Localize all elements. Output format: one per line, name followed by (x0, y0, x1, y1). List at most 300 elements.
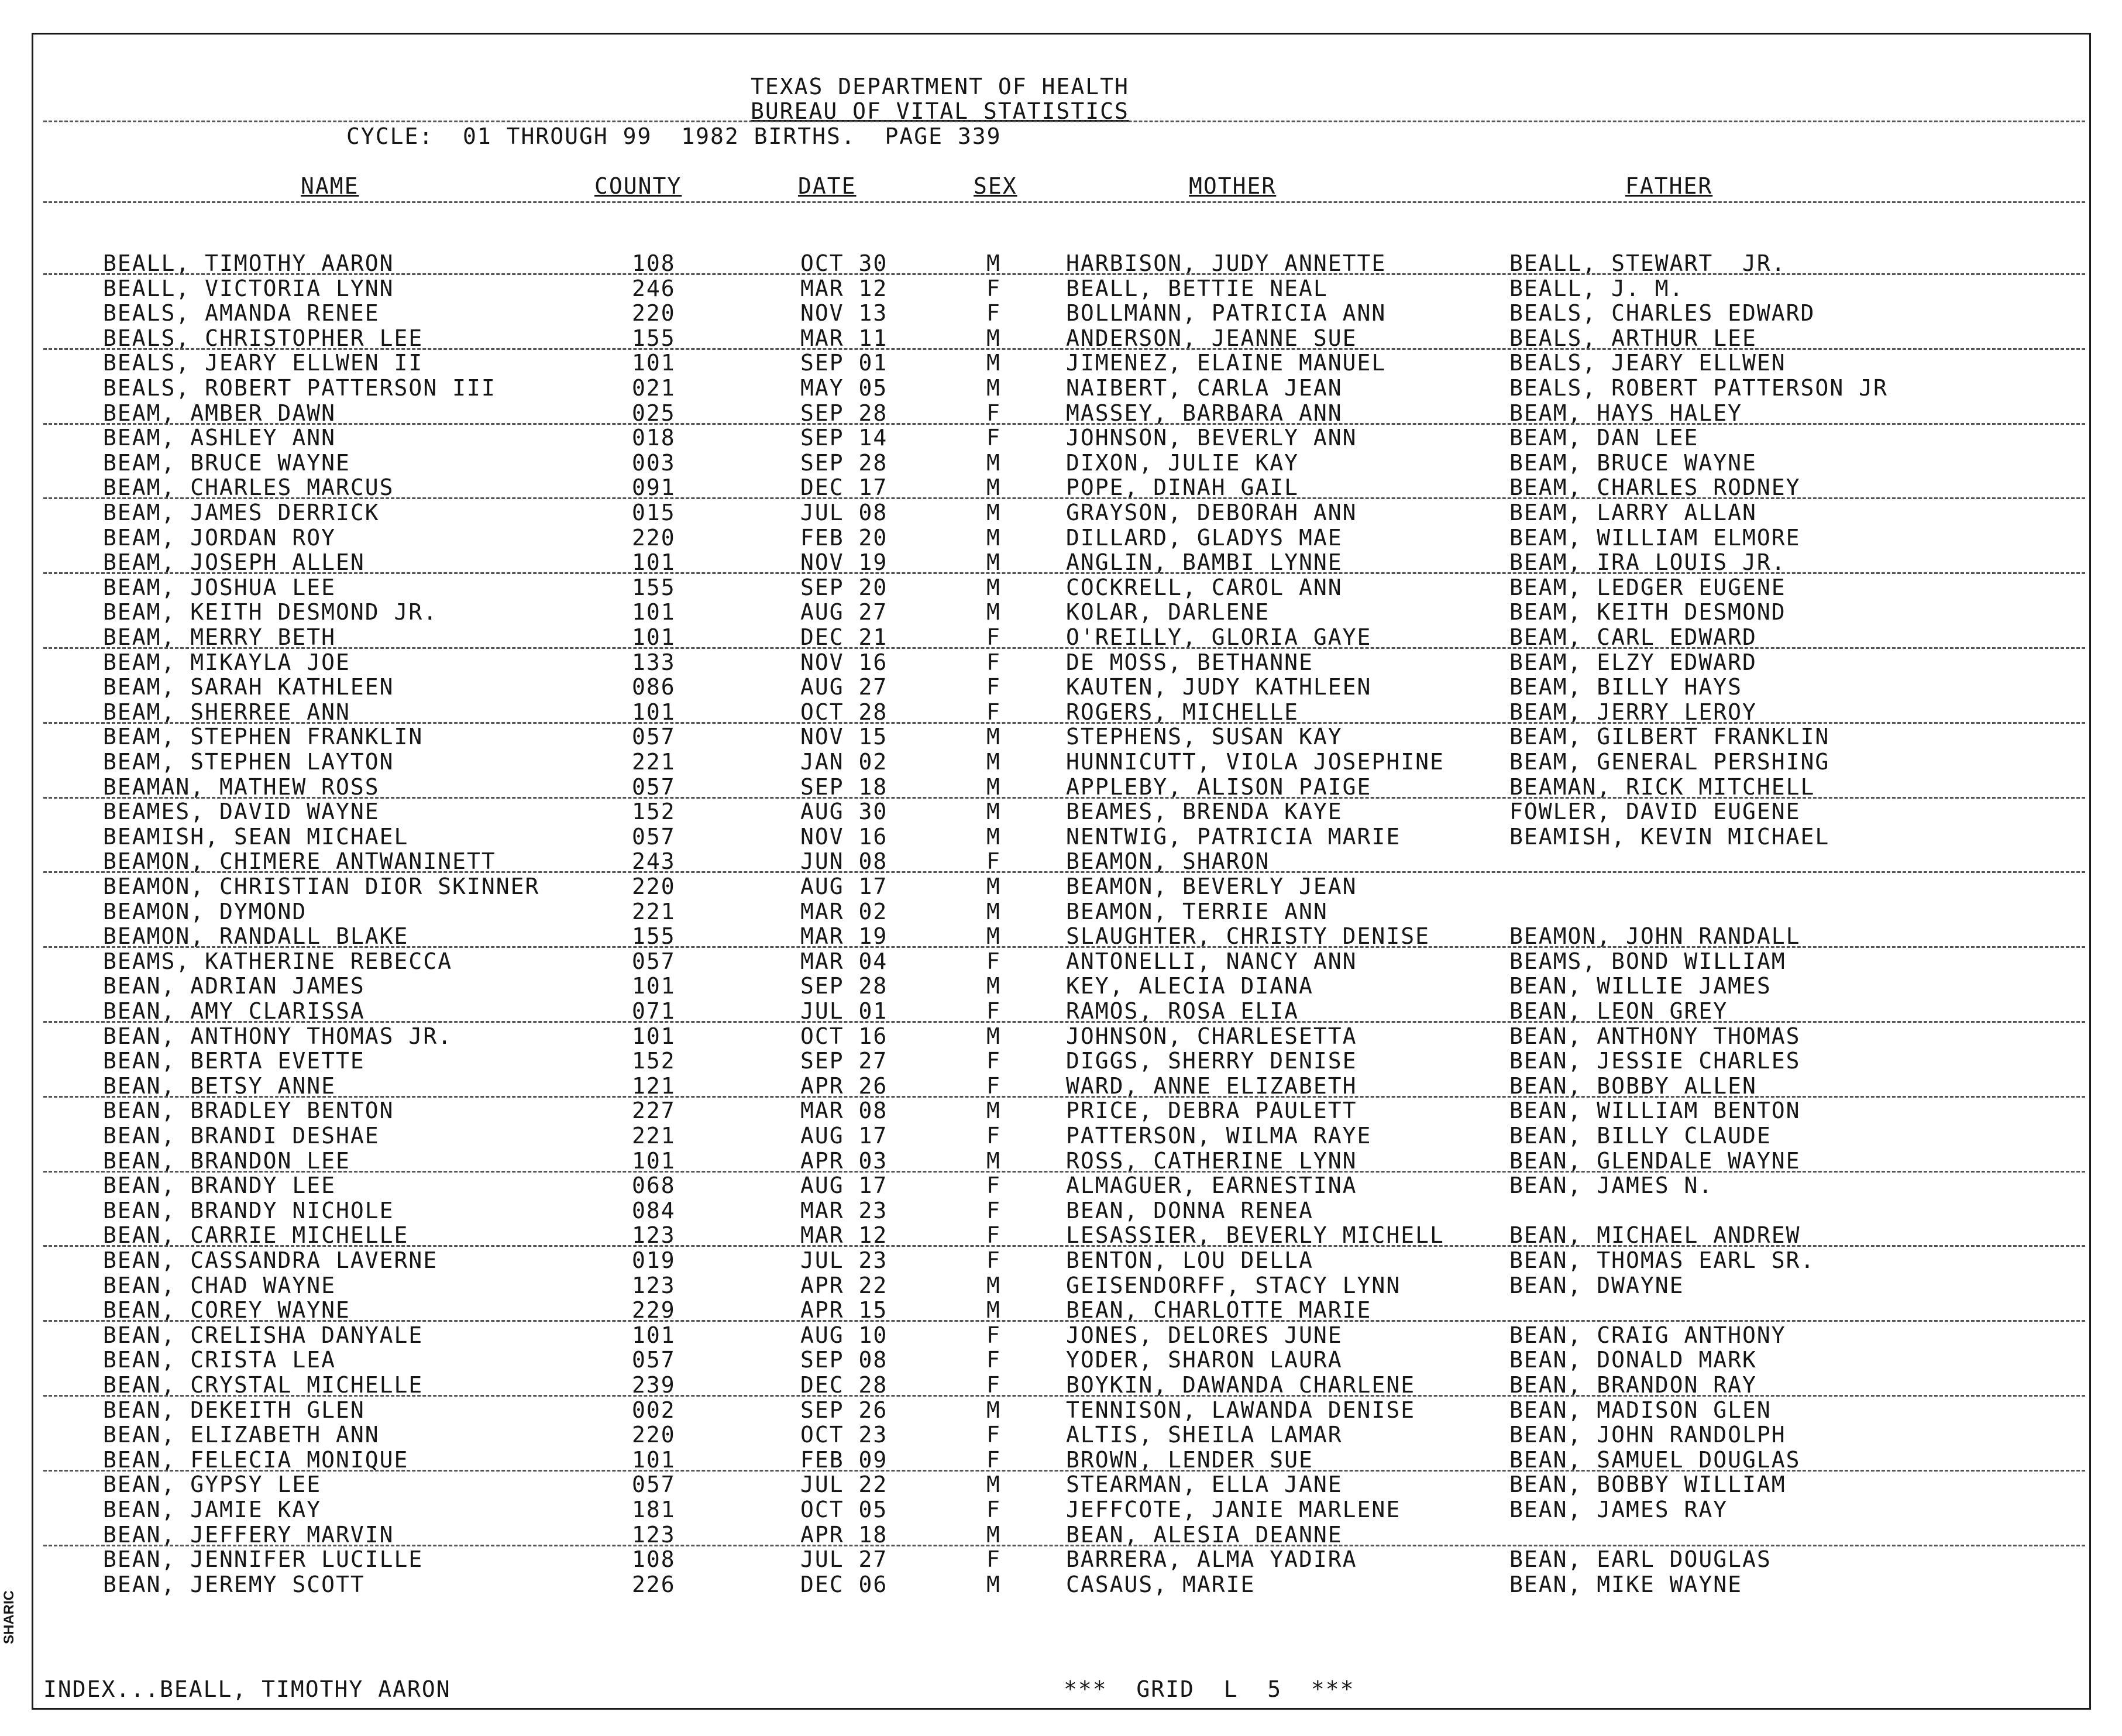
table-row (0, 1223, 2122, 1248)
mother-cell: RAMOS, ROSA ELIA (1066, 998, 1299, 1024)
sex-cell: M (986, 774, 1001, 800)
mother-cell: ROGERS, MICHELLE (1066, 699, 1299, 725)
mother-cell: PATTERSON, WILMA RAYE (1066, 1123, 1372, 1149)
date-cell: AUG 17 (800, 1173, 888, 1199)
mother-cell: YODER, SHARON LAURA (1066, 1347, 1343, 1373)
father-cell: BEALS, ARTHUR LEE (1509, 325, 1757, 351)
date-cell: AUG 17 (800, 1123, 888, 1149)
table-row (0, 1398, 2122, 1423)
sex-cell: F (986, 699, 1001, 725)
date-cell: SEP 27 (800, 1048, 888, 1074)
mother-cell: WARD, ANNE ELIZABETH (1066, 1072, 1357, 1099)
date-cell: AUG 27 (800, 599, 888, 625)
name-cell: BEAM, JOSHUA LEE (103, 574, 336, 600)
table-row (0, 1074, 2122, 1099)
table-row (0, 949, 2122, 974)
mother-cell: CASAUS, MARIE (1066, 1571, 1256, 1597)
mother-cell: O'REILLY, GLORIA GAYE (1066, 624, 1372, 650)
father-cell: BEALS, CHARLES EDWARD (1509, 300, 1815, 326)
date-cell: AUG 10 (800, 1322, 888, 1348)
county-cell: 057 (632, 823, 676, 850)
row-rule (43, 1320, 2085, 1322)
county-cell: 057 (632, 724, 676, 750)
table-row (0, 600, 2122, 625)
name-cell: BEAM, MIKAYLA JOE (103, 649, 350, 675)
county-cell: 123 (632, 1222, 676, 1249)
sex-cell: M (986, 449, 1001, 476)
name-cell: BEAM, SARAH KATHLEEN (103, 674, 394, 700)
father-cell: BEAMAN, RICK MITCHELL (1509, 774, 1815, 800)
row-rule (43, 797, 2085, 799)
date-cell: MAR 04 (800, 948, 888, 974)
table-row (0, 650, 2122, 675)
table-row (0, 974, 2122, 999)
county-cell: 091 (632, 475, 676, 501)
table-row (0, 700, 2122, 725)
date-cell: NOV 13 (800, 300, 888, 326)
date-cell: MAY 05 (800, 375, 888, 401)
side-label: SHARIC (1, 1590, 17, 1644)
date-cell: OCT 05 (800, 1497, 888, 1522)
sex-cell: F (986, 1372, 1001, 1398)
name-cell: BEAN, CRISTA LEA (103, 1347, 336, 1373)
sex-cell: M (986, 749, 1001, 775)
name-cell: BEAMS, KATHERINE REBECCA (103, 948, 453, 974)
col-mother: MOTHER (1189, 173, 1277, 199)
name-cell: BEAN, JEREMY SCOTT (103, 1571, 365, 1597)
date-cell: JUL 01 (800, 998, 888, 1024)
sex-cell: F (986, 1048, 1001, 1074)
sex-cell: F (986, 1422, 1001, 1448)
father-cell: BEAN, WILLIAM BENTON (1509, 1098, 1801, 1124)
father-cell: BEAM, GILBERT FRANKLIN (1509, 724, 1830, 750)
mother-cell: BEAN, DONNA RENEA (1066, 1197, 1313, 1223)
table-row (0, 775, 2122, 800)
table-row (0, 824, 2122, 850)
sex-cell: M (986, 1098, 1001, 1124)
table-row (0, 1198, 2122, 1223)
father-cell: BEAM, GENERAL PERSHING (1509, 749, 1830, 775)
table-row (0, 1149, 2122, 1174)
sex-cell: M (986, 1521, 1001, 1548)
county-cell: 101 (632, 350, 676, 376)
sex-cell: F (986, 674, 1001, 700)
father-cell: BEAM, HAYS HALEY (1509, 400, 1743, 426)
date-cell: MAR 23 (800, 1197, 888, 1223)
sex-cell: F (986, 1347, 1001, 1373)
father-cell: BEAM, LARRY ALLAN (1509, 500, 1757, 525)
county-cell: 221 (632, 749, 676, 775)
table-row (0, 799, 2122, 824)
mother-cell: DIGGS, SHERRY DENISE (1066, 1048, 1357, 1074)
name-cell: BEAMON, CHRISTIAN DIOR SKINNER (103, 874, 540, 899)
date-cell: AUG 17 (800, 874, 888, 899)
mother-cell: GRAYSON, DEBORAH ANN (1066, 500, 1357, 525)
births-table (0, 251, 2122, 1620)
county-cell: 220 (632, 874, 676, 899)
county-cell: 101 (632, 1322, 676, 1348)
sex-cell: M (986, 549, 1001, 576)
father-cell: BEAN, BOBBY WILLIAM (1509, 1472, 1786, 1498)
name-cell: BEAMON, RANDALL BLAKE (103, 923, 409, 950)
county-cell: 057 (632, 1472, 676, 1498)
father-cell: BEAN, MICHAEL ANDREW (1509, 1222, 1801, 1249)
father-cell: BEAN, BILLY CLAUDE (1509, 1123, 1772, 1149)
name-cell: BEAM, STEPHEN FRANKLIN (103, 724, 424, 750)
sex-cell: M (986, 325, 1001, 351)
mother-cell: BEALL, BETTIE NEAL (1066, 275, 1328, 301)
mother-cell: ROSS, CATHERINE LYNN (1066, 1147, 1357, 1174)
county-cell: 101 (632, 1147, 676, 1174)
father-cell: BEAM, WILLIAM ELMORE (1509, 524, 1801, 551)
sex-cell: M (986, 1397, 1001, 1423)
grid-footer: *** GRID L 5 *** (1064, 1676, 1355, 1702)
name-cell: BEAN, DEKEITH GLEN (103, 1397, 365, 1423)
sex-cell: F (986, 275, 1001, 301)
mother-cell: BEAN, ALESIA DEANNE (1066, 1521, 1343, 1548)
date-cell: OCT 30 (800, 250, 888, 276)
name-cell: BEAN, CRELISHA DANYALE (103, 1322, 424, 1348)
father-cell: BEAN, WILLIE JAMES (1509, 973, 1772, 999)
county-cell: 123 (632, 1521, 676, 1548)
date-cell: APR 15 (800, 1297, 888, 1324)
name-cell: BEAN, BRADLEY BENTON (103, 1098, 394, 1124)
table-row (0, 326, 2122, 351)
mother-cell: JONES, DELORES JUNE (1066, 1322, 1343, 1348)
date-cell: APR 18 (800, 1521, 888, 1548)
mother-cell: BOYKIN, DAWANDA CHARLENE (1066, 1372, 1416, 1398)
mother-cell: HUNNICUTT, VIOLA JOSEPHINE (1066, 749, 1445, 775)
table-row (0, 401, 2122, 426)
county-cell: 057 (632, 1347, 676, 1373)
mother-cell: APPLEBY, ALISON PAIGE (1066, 774, 1372, 800)
name-cell: BEAMES, DAVID WAYNE (103, 799, 380, 825)
mother-cell: STEARMAN, ELLA JANE (1066, 1472, 1343, 1498)
col-name: NAME (301, 173, 359, 199)
table-row (0, 301, 2122, 326)
county-cell: 071 (632, 998, 676, 1024)
mother-cell: BOLLMANN, PATRICIA ANN (1066, 300, 1387, 326)
mother-cell: KAUTEN, JUDY KATHLEEN (1066, 674, 1372, 700)
table-row (0, 1572, 2122, 1597)
sex-cell: M (986, 375, 1001, 401)
father-cell: BEAN, EARL DOUGLAS (1509, 1546, 1772, 1573)
row-rule (43, 1096, 2085, 1098)
date-cell: JAN 02 (800, 749, 888, 775)
name-cell: BEAN, BRANDI DESHAE (103, 1123, 380, 1149)
mother-cell: TENNISON, LAWANDA DENISE (1066, 1397, 1416, 1423)
father-cell: BEAN, MIKE WAYNE (1509, 1571, 1743, 1597)
county-cell: 152 (632, 1048, 676, 1074)
county-cell: 220 (632, 1422, 676, 1448)
table-row (0, 675, 2122, 700)
mother-cell: BARRERA, ALMA YADIRA (1066, 1546, 1357, 1573)
table-row (0, 376, 2122, 401)
father-cell: BEAMS, BOND WILLIAM (1509, 948, 1786, 974)
county-cell: 015 (632, 500, 676, 525)
sex-cell: F (986, 425, 1001, 451)
date-cell: JUL 22 (800, 1472, 888, 1498)
sex-cell: F (986, 649, 1001, 675)
table-row (0, 1373, 2122, 1398)
cycle-line: CYCLE: 01 THROUGH 99 1982 BIRTHS. PAGE 339 (346, 123, 1002, 149)
sex-cell: F (986, 1497, 1001, 1522)
name-cell: BEAMAN, MATHEW ROSS (103, 774, 380, 800)
father-cell: BEAMISH, KEVIN MICHAEL (1509, 823, 1830, 850)
father-cell: BEAN, THOMAS EARL SR. (1509, 1247, 1815, 1273)
sex-cell: M (986, 574, 1001, 600)
county-cell: 101 (632, 1446, 676, 1473)
father-cell: BEALS, ROBERT PATTERSON JR (1509, 375, 1888, 401)
name-cell: BEAN, ADRIAN JAMES (103, 973, 365, 999)
date-cell: DEC 06 (800, 1571, 888, 1597)
name-cell: BEAM, SHERREE ANN (103, 699, 350, 725)
name-cell: BEAM, MERRY BETH (103, 624, 336, 650)
table-row (0, 1024, 2122, 1049)
name-cell: BEALL, VICTORIA LYNN (103, 275, 394, 301)
table-row (0, 999, 2122, 1024)
name-cell: BEAN, JAMIE KAY (103, 1497, 322, 1522)
date-cell: OCT 23 (800, 1422, 888, 1448)
name-cell: BEAN, GYPSY LEE (103, 1472, 322, 1498)
date-cell: FEB 09 (800, 1446, 888, 1473)
county-cell: 021 (632, 375, 676, 401)
date-cell: DEC 21 (800, 624, 888, 650)
date-cell: MAR 19 (800, 923, 888, 950)
date-cell: AUG 27 (800, 674, 888, 700)
father-cell: BEAN, JESSIE CHARLES (1509, 1048, 1801, 1074)
name-cell: BEAN, CARRIE MICHELLE (103, 1222, 409, 1249)
sex-cell: M (986, 1297, 1001, 1324)
county-cell: 025 (632, 400, 676, 426)
date-cell: MAR 12 (800, 275, 888, 301)
mother-cell: GEISENDORFF, STACY LYNN (1066, 1272, 1401, 1298)
sex-cell: M (986, 524, 1001, 551)
date-cell: MAR 12 (800, 1222, 888, 1249)
sex-cell: M (986, 1272, 1001, 1298)
county-cell: 108 (632, 1546, 676, 1573)
date-cell: APR 26 (800, 1072, 888, 1099)
father-cell: BEAN, JOHN RANDOLPH (1509, 1422, 1786, 1448)
father-cell: BEAM, DAN LEE (1509, 425, 1699, 451)
date-cell: SEP 28 (800, 973, 888, 999)
table-row (0, 550, 2122, 575)
date-cell: APR 03 (800, 1147, 888, 1174)
date-cell: OCT 28 (800, 699, 888, 725)
sex-cell: F (986, 1247, 1001, 1273)
county-cell: 229 (632, 1297, 676, 1324)
date-cell: NOV 16 (800, 823, 888, 850)
table-row (0, 1497, 2122, 1522)
name-cell: BEAMON, CHIMERE ANTWANINETT (103, 848, 496, 875)
county-cell: 101 (632, 624, 676, 650)
name-cell: BEAN, JENNIFER LUCILLE (103, 1546, 424, 1573)
sex-cell: F (986, 1197, 1001, 1223)
date-cell: OCT 16 (800, 1023, 888, 1049)
mother-cell: POPE, DINAH GAIL (1066, 475, 1299, 501)
father-cell: BEAN, DONALD MARK (1509, 1347, 1757, 1373)
father-cell: BEAN, GLENDALE WAYNE (1509, 1147, 1801, 1174)
sex-cell: F (986, 300, 1001, 326)
sex-cell: M (986, 350, 1001, 376)
county-cell: 057 (632, 948, 676, 974)
sex-cell: M (986, 1147, 1001, 1174)
sex-cell: F (986, 1222, 1001, 1249)
sex-cell: F (986, 848, 1001, 875)
table-row (0, 1472, 2122, 1497)
date-cell: JUL 23 (800, 1247, 888, 1273)
col-sex: SEX (974, 173, 1017, 199)
table-row (0, 899, 2122, 924)
mother-cell: BEAN, CHARLOTTE MARIE (1066, 1297, 1372, 1324)
name-cell: BEAM, JORDAN ROY (103, 524, 336, 551)
table-row (0, 1547, 2122, 1572)
father-cell: BEALL, STEWART JR. (1509, 250, 1786, 276)
row-rule (43, 1545, 2085, 1546)
mother-cell: JIMENEZ, ELAINE MANUEL (1066, 350, 1387, 376)
name-cell: BEAN, BERTA EVETTE (103, 1048, 365, 1074)
date-cell: NOV 15 (800, 724, 888, 750)
mother-cell: KOLAR, DARLENE (1066, 599, 1270, 625)
table-row (0, 276, 2122, 301)
county-cell: 226 (632, 1571, 676, 1597)
table-row (0, 1049, 2122, 1074)
name-cell: BEAN, CHAD WAYNE (103, 1272, 336, 1298)
name-cell: BEAN, AMY CLARISSA (103, 998, 365, 1024)
mother-cell: PRICE, DEBRA PAULETT (1066, 1098, 1357, 1124)
row-rule (43, 1171, 2085, 1173)
county-cell: 101 (632, 973, 676, 999)
col-date: DATE (798, 173, 857, 199)
row-rule (43, 1021, 2085, 1023)
sex-cell: M (986, 500, 1001, 525)
name-cell: BEALS, AMANDA RENEE (103, 300, 380, 326)
sex-cell: M (986, 923, 1001, 950)
name-cell: BEAMISH, SEAN MICHAEL (103, 823, 409, 850)
county-cell: 239 (632, 1372, 676, 1398)
county-cell: 018 (632, 425, 676, 451)
county-cell: 133 (632, 649, 676, 675)
date-cell: SEP 18 (800, 774, 888, 800)
table-row (0, 500, 2122, 525)
county-cell: 019 (632, 1247, 676, 1273)
table-row (0, 1248, 2122, 1273)
name-cell: BEAM, KEITH DESMOND JR. (103, 599, 438, 625)
county-cell: 086 (632, 674, 676, 700)
table-row (0, 1522, 2122, 1548)
father-cell: BEAN, ANTHONY THOMAS (1509, 1023, 1801, 1049)
county-cell: 123 (632, 1272, 676, 1298)
mother-cell: ALTIS, SHEILA LAMAR (1066, 1422, 1343, 1448)
table-row (0, 475, 2122, 500)
name-cell: BEAN, ANTHONY THOMAS JR. (103, 1023, 453, 1049)
county-cell: 181 (632, 1497, 676, 1522)
mother-cell: DE MOSS, BETHANNE (1066, 649, 1313, 675)
row-rule (43, 423, 2085, 425)
row-rule (43, 572, 2085, 574)
father-cell: BEAM, JERRY LEROY (1509, 699, 1757, 725)
date-cell: JUL 08 (800, 500, 888, 525)
father-cell: BEAM, LEDGER EUGENE (1509, 574, 1786, 600)
mother-cell: SLAUGHTER, CHRISTY DENISE (1066, 923, 1430, 950)
mother-cell: BROWN, LENDER SUE (1066, 1446, 1313, 1473)
county-cell: 068 (632, 1173, 676, 1199)
mother-cell: DILLARD, GLADYS MAE (1066, 524, 1343, 551)
father-cell: BEAM, KEITH DESMOND (1509, 599, 1786, 625)
date-cell: AUG 30 (800, 799, 888, 825)
table-row (0, 1298, 2122, 1323)
father-cell: BEALS, JEARY ELLWEN (1509, 350, 1786, 376)
date-cell: DEC 17 (800, 475, 888, 501)
date-cell: SEP 08 (800, 1347, 888, 1373)
sex-cell: M (986, 599, 1001, 625)
county-cell: 155 (632, 923, 676, 950)
county-cell: 108 (632, 250, 676, 276)
table-row (0, 625, 2122, 650)
father-cell: BEAN, MADISON GLEN (1509, 1397, 1772, 1423)
father-cell: BEAM, CHARLES RODNEY (1509, 475, 1801, 501)
table-row (0, 1422, 2122, 1448)
mother-cell: COCKRELL, CAROL ANN (1066, 574, 1343, 600)
name-cell: BEAM, CHARLES MARCUS (103, 475, 394, 501)
date-cell: MAR 11 (800, 325, 888, 351)
sex-cell: F (986, 624, 1001, 650)
row-rule (43, 273, 2085, 275)
date-cell: SEP 28 (800, 449, 888, 476)
sex-cell: F (986, 1322, 1001, 1348)
date-cell: SEP 01 (800, 350, 888, 376)
row-rule (43, 647, 2085, 649)
row-rule (43, 348, 2085, 350)
name-cell: BEAM, AMBER DAWN (103, 400, 336, 426)
county-cell: 002 (632, 1397, 676, 1423)
father-cell: BEALL, J. M. (1509, 275, 1684, 301)
table-row (0, 1347, 2122, 1373)
table-row (0, 575, 2122, 600)
row-rule (43, 871, 2085, 873)
mother-cell: DIXON, JULIE KAY (1066, 449, 1299, 476)
county-cell: 057 (632, 774, 676, 800)
name-cell: BEALS, ROBERT PATTERSON III (103, 375, 496, 401)
header-title: TEXAS DEPARTMENT OF HEALTH (751, 74, 1129, 99)
name-cell: BEAN, ELIZABETH ANN (103, 1422, 380, 1448)
county-cell: 084 (632, 1197, 676, 1223)
county-cell: 155 (632, 325, 676, 351)
father-cell: BEAN, DWAYNE (1509, 1272, 1684, 1298)
sex-cell: M (986, 1571, 1001, 1597)
father-cell: BEAMON, JOHN RANDALL (1509, 923, 1801, 950)
father-cell: BEAM, ELZY EDWARD (1509, 649, 1757, 675)
mother-cell: ANGLIN, BAMBI LYNNE (1066, 549, 1343, 576)
sex-cell: M (986, 1023, 1001, 1049)
father-cell: BEAN, JAMES RAY (1509, 1497, 1728, 1522)
county-cell: 220 (632, 300, 676, 326)
county-cell: 227 (632, 1098, 676, 1124)
sex-cell: F (986, 1173, 1001, 1199)
county-cell: 101 (632, 549, 676, 576)
sex-cell: M (986, 799, 1001, 825)
name-cell: BEAN, FELECIA MONIQUE (103, 1446, 409, 1473)
date-cell: NOV 19 (800, 549, 888, 576)
sex-cell: F (986, 400, 1001, 426)
table-row (0, 350, 2122, 376)
index-footer: INDEX...BEALL, TIMOTHY AARON (43, 1676, 451, 1702)
table-row (0, 849, 2122, 874)
mother-cell: ANTONELLI, NANCY ANN (1066, 948, 1357, 974)
name-cell: BEAN, BETSY ANNE (103, 1072, 336, 1099)
header-rule (43, 121, 2085, 122)
name-cell: BEAN, COREY WAYNE (103, 1297, 350, 1324)
